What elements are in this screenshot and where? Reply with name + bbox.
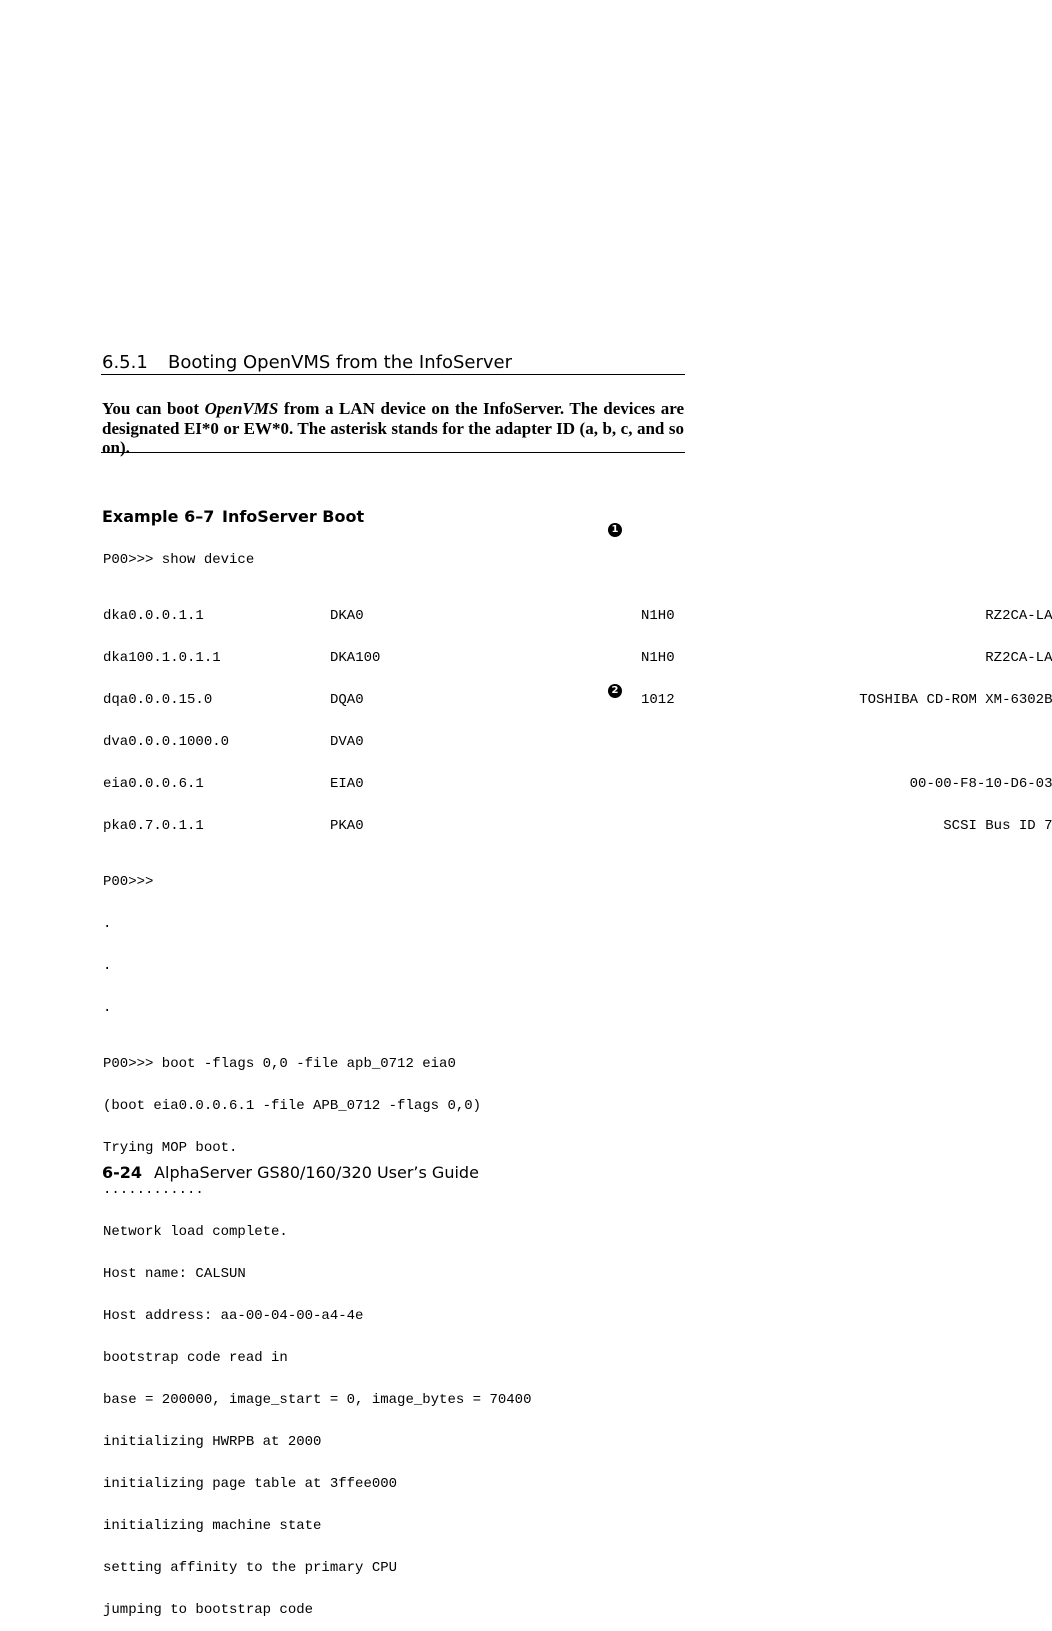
page-number: 6-24	[102, 1163, 143, 1182]
device-alias: DKA100	[330, 650, 381, 666]
device-rev: N1H0	[641, 650, 675, 666]
device-row	[103, 776, 1052, 792]
device-alias: DQA0	[330, 692, 364, 708]
device-rev: 1012	[641, 692, 675, 708]
device-alias: DVA0	[330, 734, 364, 750]
code-line-show-device: P00>>> show device	[103, 552, 255, 568]
code-line-prompt: P00>>>	[103, 874, 154, 890]
device-row	[103, 735, 531, 749]
code-line: Network load complete.	[103, 1224, 288, 1240]
device-model: 00-00-F8-10-D6-03	[909, 776, 1052, 792]
device-row	[103, 692, 1052, 708]
code-line: Trying MOP boot.	[103, 1140, 238, 1156]
device-model: RZ2CA-LA	[985, 650, 1052, 666]
device-model: TOSHIBA CD-ROM XM-6302B	[859, 692, 1052, 708]
intro-text-1: You can boot	[102, 399, 205, 418]
device-name: eia0.0.0.6.1	[103, 776, 204, 792]
page-footer	[102, 1163, 479, 1182]
code-line: setting affinity to the primary CPU	[103, 1560, 398, 1576]
bottom-divider	[101, 452, 685, 453]
code-line: initializing machine state	[103, 1518, 322, 1534]
intro-emphasis: OpenVMS	[204, 399, 279, 418]
code-line: Host name: CALSUN	[103, 1266, 246, 1282]
callout-2-icon: 2	[608, 684, 622, 698]
device-alias: EIA0	[330, 776, 364, 792]
code-line: initializing page table at 3ffee000	[103, 1476, 398, 1492]
top-divider	[101, 374, 685, 375]
code-line-ellipsis: .	[103, 916, 112, 932]
code-line-boot-command: P00>>> boot -flags 0,0 -file apb_0712 eia0	[103, 1056, 456, 1072]
code-line: base = 200000, image_start = 0, image_bytes = 70400	[103, 1392, 532, 1408]
example-number: Example 6–7	[102, 507, 215, 526]
code-line: ............	[103, 1182, 204, 1198]
device-alias: DKA0	[330, 608, 364, 624]
section-number: 6.5.1	[102, 351, 148, 373]
device-name: pka0.7.0.1.1	[103, 818, 204, 834]
book-title: AlphaServer GS80/160/320 User’s Guide	[154, 1163, 479, 1182]
intro-text-2: from a LAN device on the InfoServer. The devices are designated EI*0 or EW*0. The asterisk stands for the adapter ID (a, b, c, and so on).	[102, 399, 685, 457]
device-row	[103, 818, 1052, 834]
code-line: (boot eia0.0.0.6.1 -file APB_0712 -flags 0,0)	[103, 1098, 482, 1114]
section-title: Booting OpenVMS from the InfoServer	[168, 351, 513, 373]
code-listing	[103, 525, 1052, 1631]
example-heading	[102, 507, 364, 526]
section-heading	[102, 352, 512, 373]
device-name: dka0.0.0.1.1	[103, 608, 204, 624]
device-model: SCSI Bus ID 7	[943, 818, 1052, 834]
code-line: bootstrap code read in	[103, 1350, 288, 1366]
callout-1-icon: 1	[608, 523, 622, 537]
code-line-ellipsis: .	[103, 1000, 112, 1016]
device-name: dka100.1.0.1.1	[103, 650, 221, 666]
device-name: dqa0.0.0.15.0	[103, 692, 213, 708]
code-line: Host address: aa-00-04-00-a4-4e	[103, 1308, 364, 1324]
example-title: InfoServer Boot	[222, 507, 365, 526]
code-line: initializing HWRPB at 2000	[103, 1434, 322, 1450]
device-alias: PKA0	[330, 818, 364, 834]
device-row	[103, 608, 1052, 624]
device-row	[103, 650, 1052, 666]
intro-paragraph	[102, 399, 684, 458]
device-name: dva0.0.0.1000.0	[103, 734, 230, 750]
device-model: RZ2CA-LA	[985, 608, 1052, 624]
code-line-ellipsis: .	[103, 958, 112, 974]
device-rev: N1H0	[641, 608, 675, 624]
code-line: jumping to bootstrap code	[103, 1602, 314, 1618]
